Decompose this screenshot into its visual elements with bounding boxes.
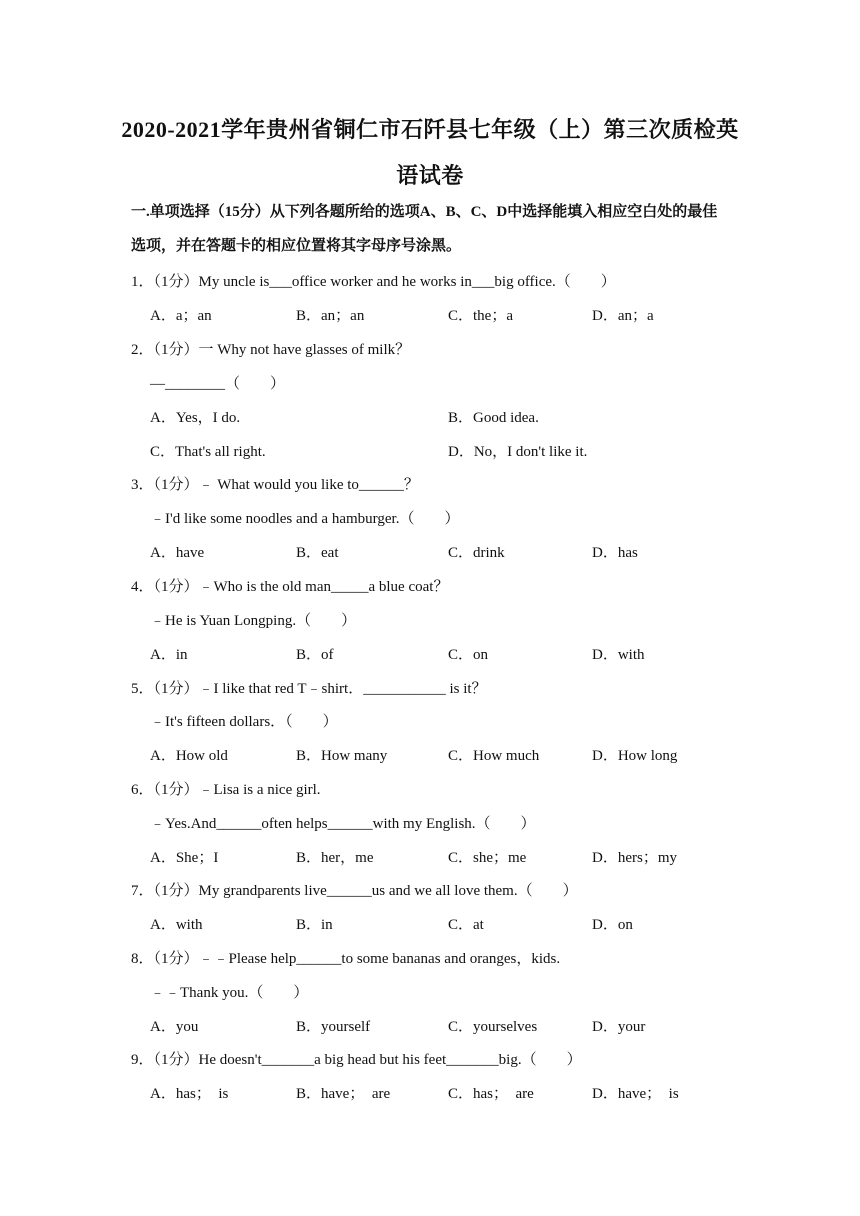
question-5-option-d[interactable]: D．How long [592,748,678,764]
question-9-option-a[interactable]: A．has； is [150,1086,229,1102]
question-5-response: ﹣It's fifteen dollars．（ ） [150,714,338,730]
question-1-option-d[interactable]: D．an；a [592,308,654,324]
exam-title-line-1: 2020-2021学年贵州省铜仁市石阡县七年级（上）第三次质检英 [121,117,739,142]
question-8-options [150,1015,770,1035]
question-3-option-c[interactable]: C．drink [448,545,505,561]
question-2-options-row-2 [150,440,770,460]
question-1-option-b[interactable]: B．an；an [296,308,365,324]
question-4-stem: 4．（1分）﹣Who is the old man_____a blue coat？ [131,579,449,595]
question-4-option-d[interactable]: D．with [592,647,645,663]
question-2-response: —________（ ） [150,376,286,392]
question-6-response: ﹣Yes.And______often helps______with my English.（ ） [150,816,536,832]
question-6-option-a[interactable]: A．She；I [150,850,219,866]
question-6-option-d[interactable]: D．hers；my [592,850,677,866]
question-2-stem: 2．（1分）一 Why not have glasses of milk？ [131,342,411,358]
question-1-stem: 1．（1分）My uncle is___office worker and he works in___big office.（ ） [131,274,616,290]
question-2-option-d[interactable]: D．No，I don't like it. [448,444,588,460]
question-2-option-a[interactable]: A．Yes，I do. [150,410,241,426]
question-7-option-c[interactable]: C．at [448,917,484,933]
question-9-option-b[interactable]: B．have； are [296,1086,391,1102]
question-7-option-d[interactable]: D．on [592,917,633,933]
question-3-option-a[interactable]: A．have [150,545,205,561]
question-9-option-d[interactable]: D．have； is [592,1086,679,1102]
question-2-option-c[interactable]: C．That's all right. [150,444,266,460]
question-2-options-row-1 [150,406,770,426]
question-8-response: ﹣﹣Thank you.（ ） [150,985,309,1001]
question-3-stem: 3．（1分）﹣ What would you like to______？ [131,477,419,493]
question-4-options [150,643,770,663]
question-7-stem: 7．（1分）My grandparents live______us and we all love them.（ ） [131,883,578,899]
question-5-option-c[interactable]: C．How much [448,748,540,764]
question-5-option-b[interactable]: B．How many [296,748,388,764]
question-1-option-a[interactable]: A．a；an [150,308,212,324]
exam-title-line-2: 语试卷 [396,163,464,188]
question-8-option-b[interactable]: B．yourself [296,1019,371,1035]
question-6-options [150,846,770,866]
question-8-option-c[interactable]: C．yourselves [448,1019,538,1035]
question-6-stem: 6．（1分）﹣Lisa is a nice girl. [131,782,321,798]
question-8-stem: 8．（1分）﹣﹣Please help______to some bananas and oranges，kids. [131,951,561,967]
question-4-response: ﹣He is Yuan Longping.（ ） [150,613,357,629]
question-1-options [150,304,770,324]
question-6-option-b[interactable]: B．her，me [296,850,374,866]
question-7-options [150,913,770,933]
question-4-option-c[interactable]: C．on [448,647,489,663]
question-3-option-d[interactable]: D．has [592,545,638,561]
question-6-option-c[interactable]: C．she；me [448,850,527,866]
question-1-option-c[interactable]: C．the；a [448,308,513,324]
question-5-stem: 5．（1分）﹣I like that red T﹣shirt．___________ is it？ [131,681,487,697]
question-4-option-a[interactable]: A．in [150,647,188,663]
question-7-option-a[interactable]: A．with [150,917,203,933]
question-3-option-b[interactable]: B．eat [296,545,339,561]
section-heading-line-2: 选项，并在答题卡的相应位置将其字母序号涂黑。 [131,238,462,254]
question-9-options [150,1082,770,1102]
question-9-stem: 9．（1分）He doesn't_______a big head but his feet_______big.（ ） [131,1052,582,1068]
question-3-options [150,541,770,561]
question-5-option-a[interactable]: A．How old [150,748,228,764]
question-8-option-d[interactable]: D．your [592,1019,646,1035]
question-8-option-a[interactable]: A．you [150,1019,199,1035]
question-5-options [150,744,770,764]
question-4-option-b[interactable]: B．of [296,647,334,663]
section-heading-line-1: 一.单项选择（15分）从下列各题所给的选项A、B、C、D中选择能填入相应空白处的最佳 [131,204,718,220]
question-7-option-b[interactable]: B．in [296,917,333,933]
question-2-option-b[interactable]: B．Good idea. [448,410,539,426]
question-3-response: ﹣I'd like some noodles and a hamburger.（ ） [150,511,460,527]
question-9-option-c[interactable]: C．has； are [448,1086,534,1102]
